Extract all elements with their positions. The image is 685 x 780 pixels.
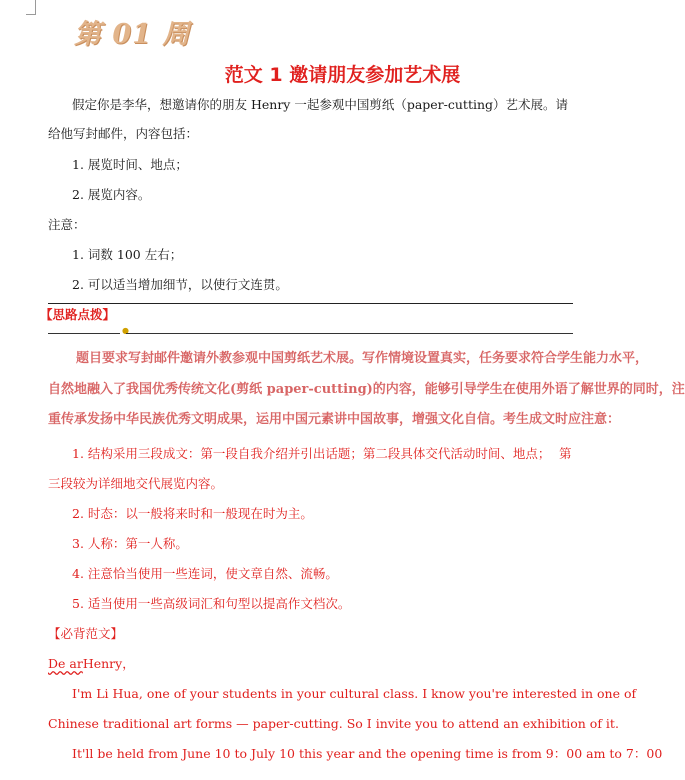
section-divider-top xyxy=(48,303,573,304)
prompt-line-1: 假定你是李华，想邀请你的朋友 Henry 一起参观中国剪纸（paper-cutting）艺术展。请 xyxy=(72,97,569,112)
model-line-1: I'm Li Hua, one of your students in your cultural class. I know you're interested in one of xyxy=(72,686,637,701)
hint-para-line-2: 自然地融入了我国优秀传统文化(剪纸 paper-cutting)的内容，能够引导学生在使用外语了解世界的同时，注 xyxy=(48,382,685,397)
prompt-item-1: 1. 展览时间、地点； xyxy=(72,157,188,172)
hint-para-line-3: 重传承发扬中华民族优秀文明成果，运用中国元素讲中国故事，增强文化自信。考生成文时应注意： xyxy=(48,412,621,427)
prompt-item-2: 2. 展览内容。 xyxy=(72,187,151,202)
model-section-label: 【必背范文】 xyxy=(48,626,124,641)
note-label: 注意： xyxy=(48,217,86,232)
hint-point-1-tail: 第 xyxy=(559,446,572,461)
model-line-2: Chinese traditional art forms — paper-cutting. So I invite you to attend an exhibition of it. xyxy=(48,716,619,731)
note-item-2: 2. 可以适当增加细节，以使行文连贯。 xyxy=(72,277,288,292)
hint-point-5: 5. 适当使用一些高级词汇和句型以提高作文档次。 xyxy=(72,596,351,611)
model-line-3: It'll be held from June 10 to July 10 this year and the opening time is from 9：00 am to 7：00 xyxy=(72,746,663,761)
week-title: 第 01 周 xyxy=(74,19,191,50)
hint-para-line-1: 题目要求写封邮件邀请外教参观中国剪纸艺术展。写作情境设置真实，任务要求符合学生能力水平， xyxy=(76,351,649,366)
divider-dot: ● xyxy=(122,326,129,335)
essay-title: 范文 1 邀请朋友参加艺术展 xyxy=(224,64,461,86)
note-item-1: 1. 词数 100 左右； xyxy=(72,247,183,262)
prompt-line-2: 给他写封邮件，内容包括： xyxy=(48,126,199,141)
model-greeting xyxy=(48,656,135,672)
page-corner-mark xyxy=(26,0,36,15)
section-divider-right xyxy=(126,333,573,334)
hint-point-2: 2. 时态：以一般将来时和一般现在时为主。 xyxy=(72,506,313,521)
section-divider-left xyxy=(48,333,120,334)
hint-point-3: 3. 人称：第一人称。 xyxy=(72,536,188,551)
hint-point-1: 1. 结构采用三段成文：第一段自我介绍并引出话题；第二段具体交代活动时间、地点； xyxy=(72,446,551,461)
greeting-name: Henry， xyxy=(82,656,135,671)
hint-section-label: 【思路点拨】 xyxy=(40,307,116,322)
hint-point-4: 4. 注意恰当使用一些连词，使文章自然、流畅。 xyxy=(72,566,338,581)
hint-point-1-cont: 三段较为详细地交代展览内容。 xyxy=(48,476,224,491)
greeting-dear: De ar xyxy=(48,656,83,671)
